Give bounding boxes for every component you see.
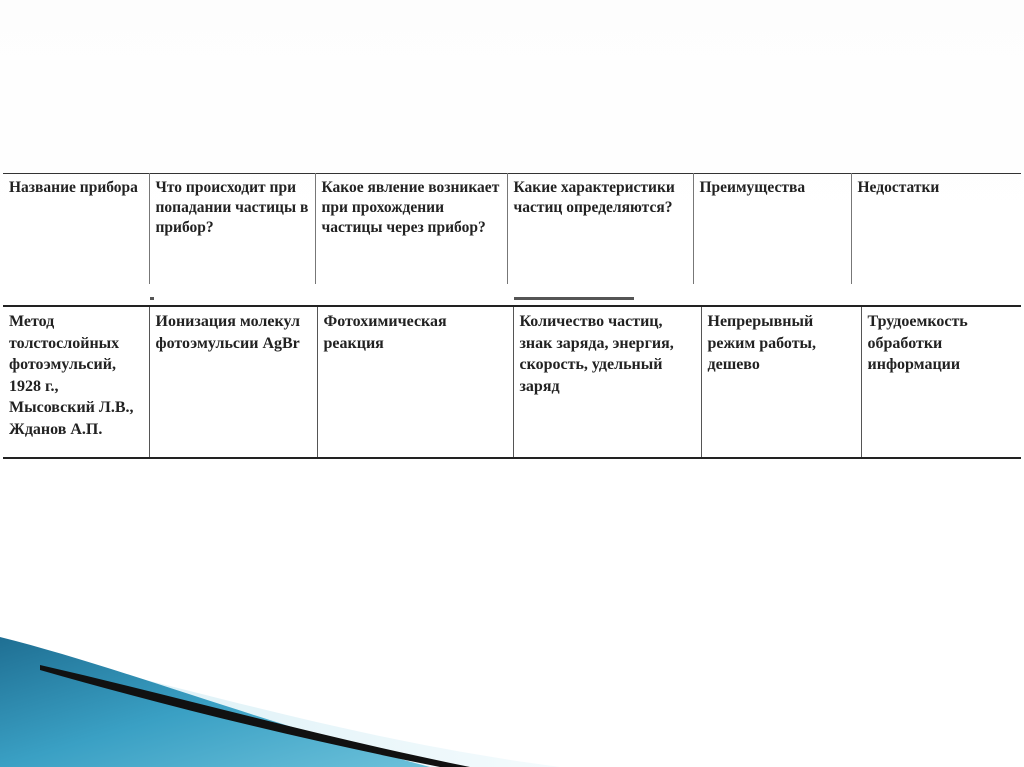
header-cell-characteristics <box>507 174 693 286</box>
header-label: Какие характеристики частиц определяются? <box>513 179 675 216</box>
header-label: Преимущества <box>699 179 806 196</box>
cell-text: Трудоемкость обработки информации <box>867 313 968 373</box>
header-label: Название прибора <box>9 179 138 196</box>
cell-characteristics <box>513 306 701 458</box>
cell-what-happens <box>149 306 317 458</box>
header-cell-advantages <box>693 174 851 286</box>
cell-device-name <box>3 306 149 458</box>
header-row <box>3 174 1021 286</box>
table-gap-fragment <box>514 297 634 300</box>
cell-advantages <box>701 306 861 458</box>
cell-text: Фотохимическая реакция <box>323 313 447 352</box>
header-cell-what-happens <box>149 174 315 286</box>
cell-disadvantages <box>861 306 1021 458</box>
header-cell-disadvantages <box>851 174 1021 286</box>
header-label: Какое явление возникает при прохождении частицы через прибор? <box>321 179 500 236</box>
cell-phenomenon <box>317 306 513 458</box>
table-body <box>3 305 1021 459</box>
header-label: Что происходит при попадании частицы в прибор? <box>155 179 309 236</box>
cell-text: Метод толстослойных фотоэмульсий, 1928 г., Мысовский Л.В., Жданов А.П. <box>9 313 134 438</box>
table-gap <box>3 284 1021 305</box>
cell-text: Количество частиц, знак заряда, энергия, скорость, удельный заряд <box>519 313 674 395</box>
decorative-swoosh <box>0 637 560 767</box>
header-cell-phenomenon <box>315 174 507 286</box>
table-header <box>3 173 1021 285</box>
table-gap-fragment <box>150 297 154 300</box>
cell-text: Ионизация молекул фотоэмульсии AgBr <box>155 313 301 352</box>
header-label: Недостатки <box>857 179 940 196</box>
header-cell-device-name <box>3 174 149 286</box>
cell-text: Непрерывный режим работы, дешево <box>707 313 817 373</box>
table-row <box>3 306 1021 458</box>
